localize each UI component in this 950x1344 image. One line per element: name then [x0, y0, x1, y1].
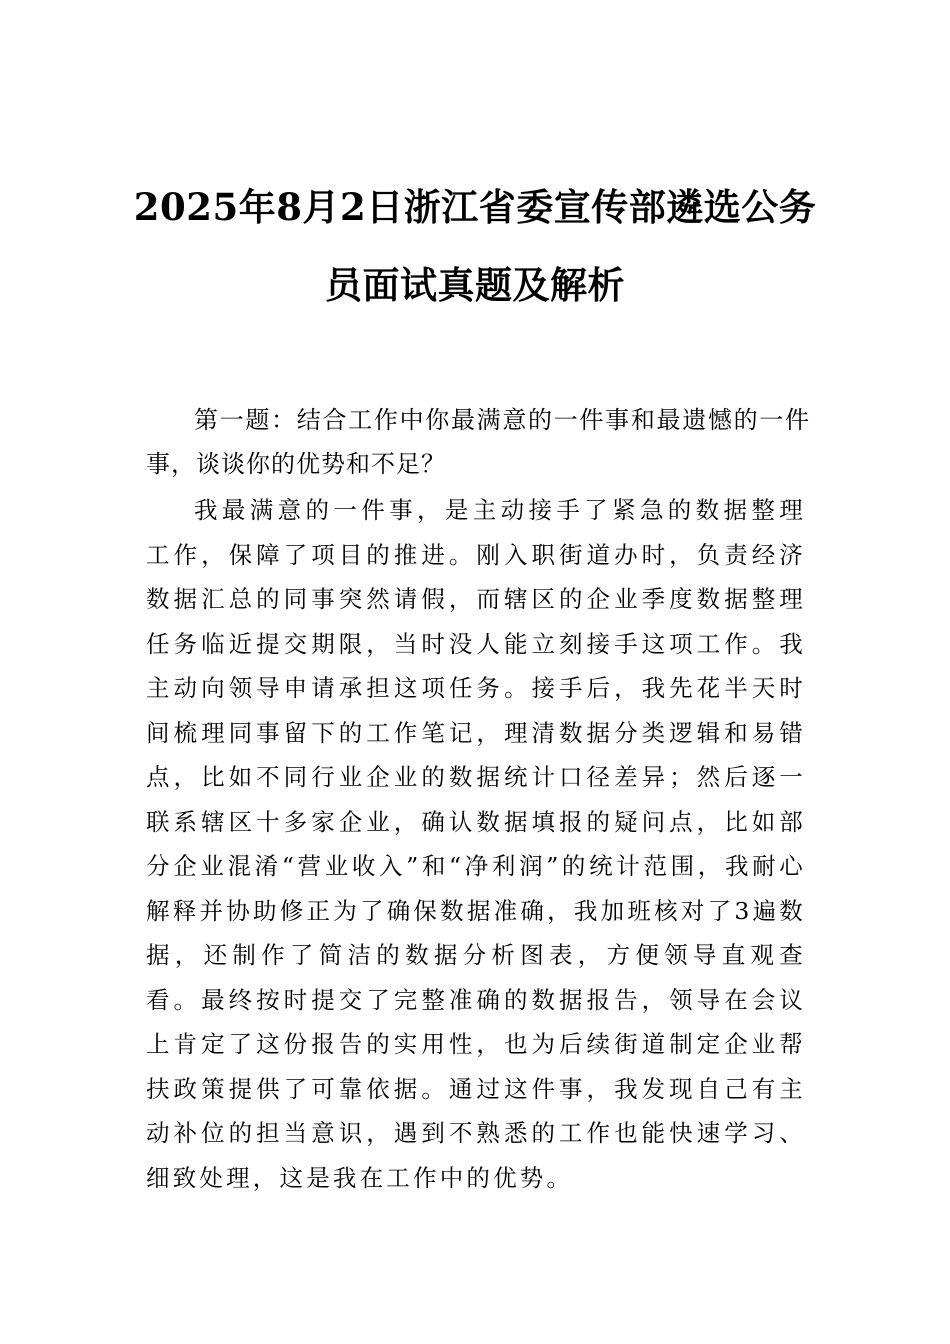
answer-paragraph: 我最满意的一件事，是主动接手了紧急的数据整理工作，保障了项目的推进。刚入职街道办时，负责经济数据汇总的同事突然请假，而辖区的企业季度数据整理任务临近提交期限，当时没人能立刻接手这项工作。我主动向领导申请承担这项任务。接手后，我先花半天时间梳理同事留下的工作笔记，理清数据分类逻辑和易错点，比如不同行业企业的数据统计口径差异；然后逐一联系辖区十多家企业，确认数据填报的疑问点，比如部分企业混淆“营业收入”和“净利润”的统计范围，我耐心解释并协助修正为了确保数据准确，我加班核对了3遍数据，还制作了简洁的数据分析图表，方便领导直观查看。最终按时提交了完整准确的数据报告，领导在会议上肯定了这份报告的实用性，也为后续街道制定企业帮扶政策提供了可靠依据。通过这件事，我发现自己有主动补位的担当意识，遇到不熟悉的工作也能快速学习、细致处理，这是我在工作中的优势。: [146, 496, 806, 1192]
question-heading: 第一题：结合工作中你最满意的一件事和最遗憾的一件事，谈谈你的优势和不足？: [146, 406, 810, 478]
document-title: 2025年8月2日浙江省委宣传部遴选公务员面试真题及解析: [133, 185, 817, 307]
